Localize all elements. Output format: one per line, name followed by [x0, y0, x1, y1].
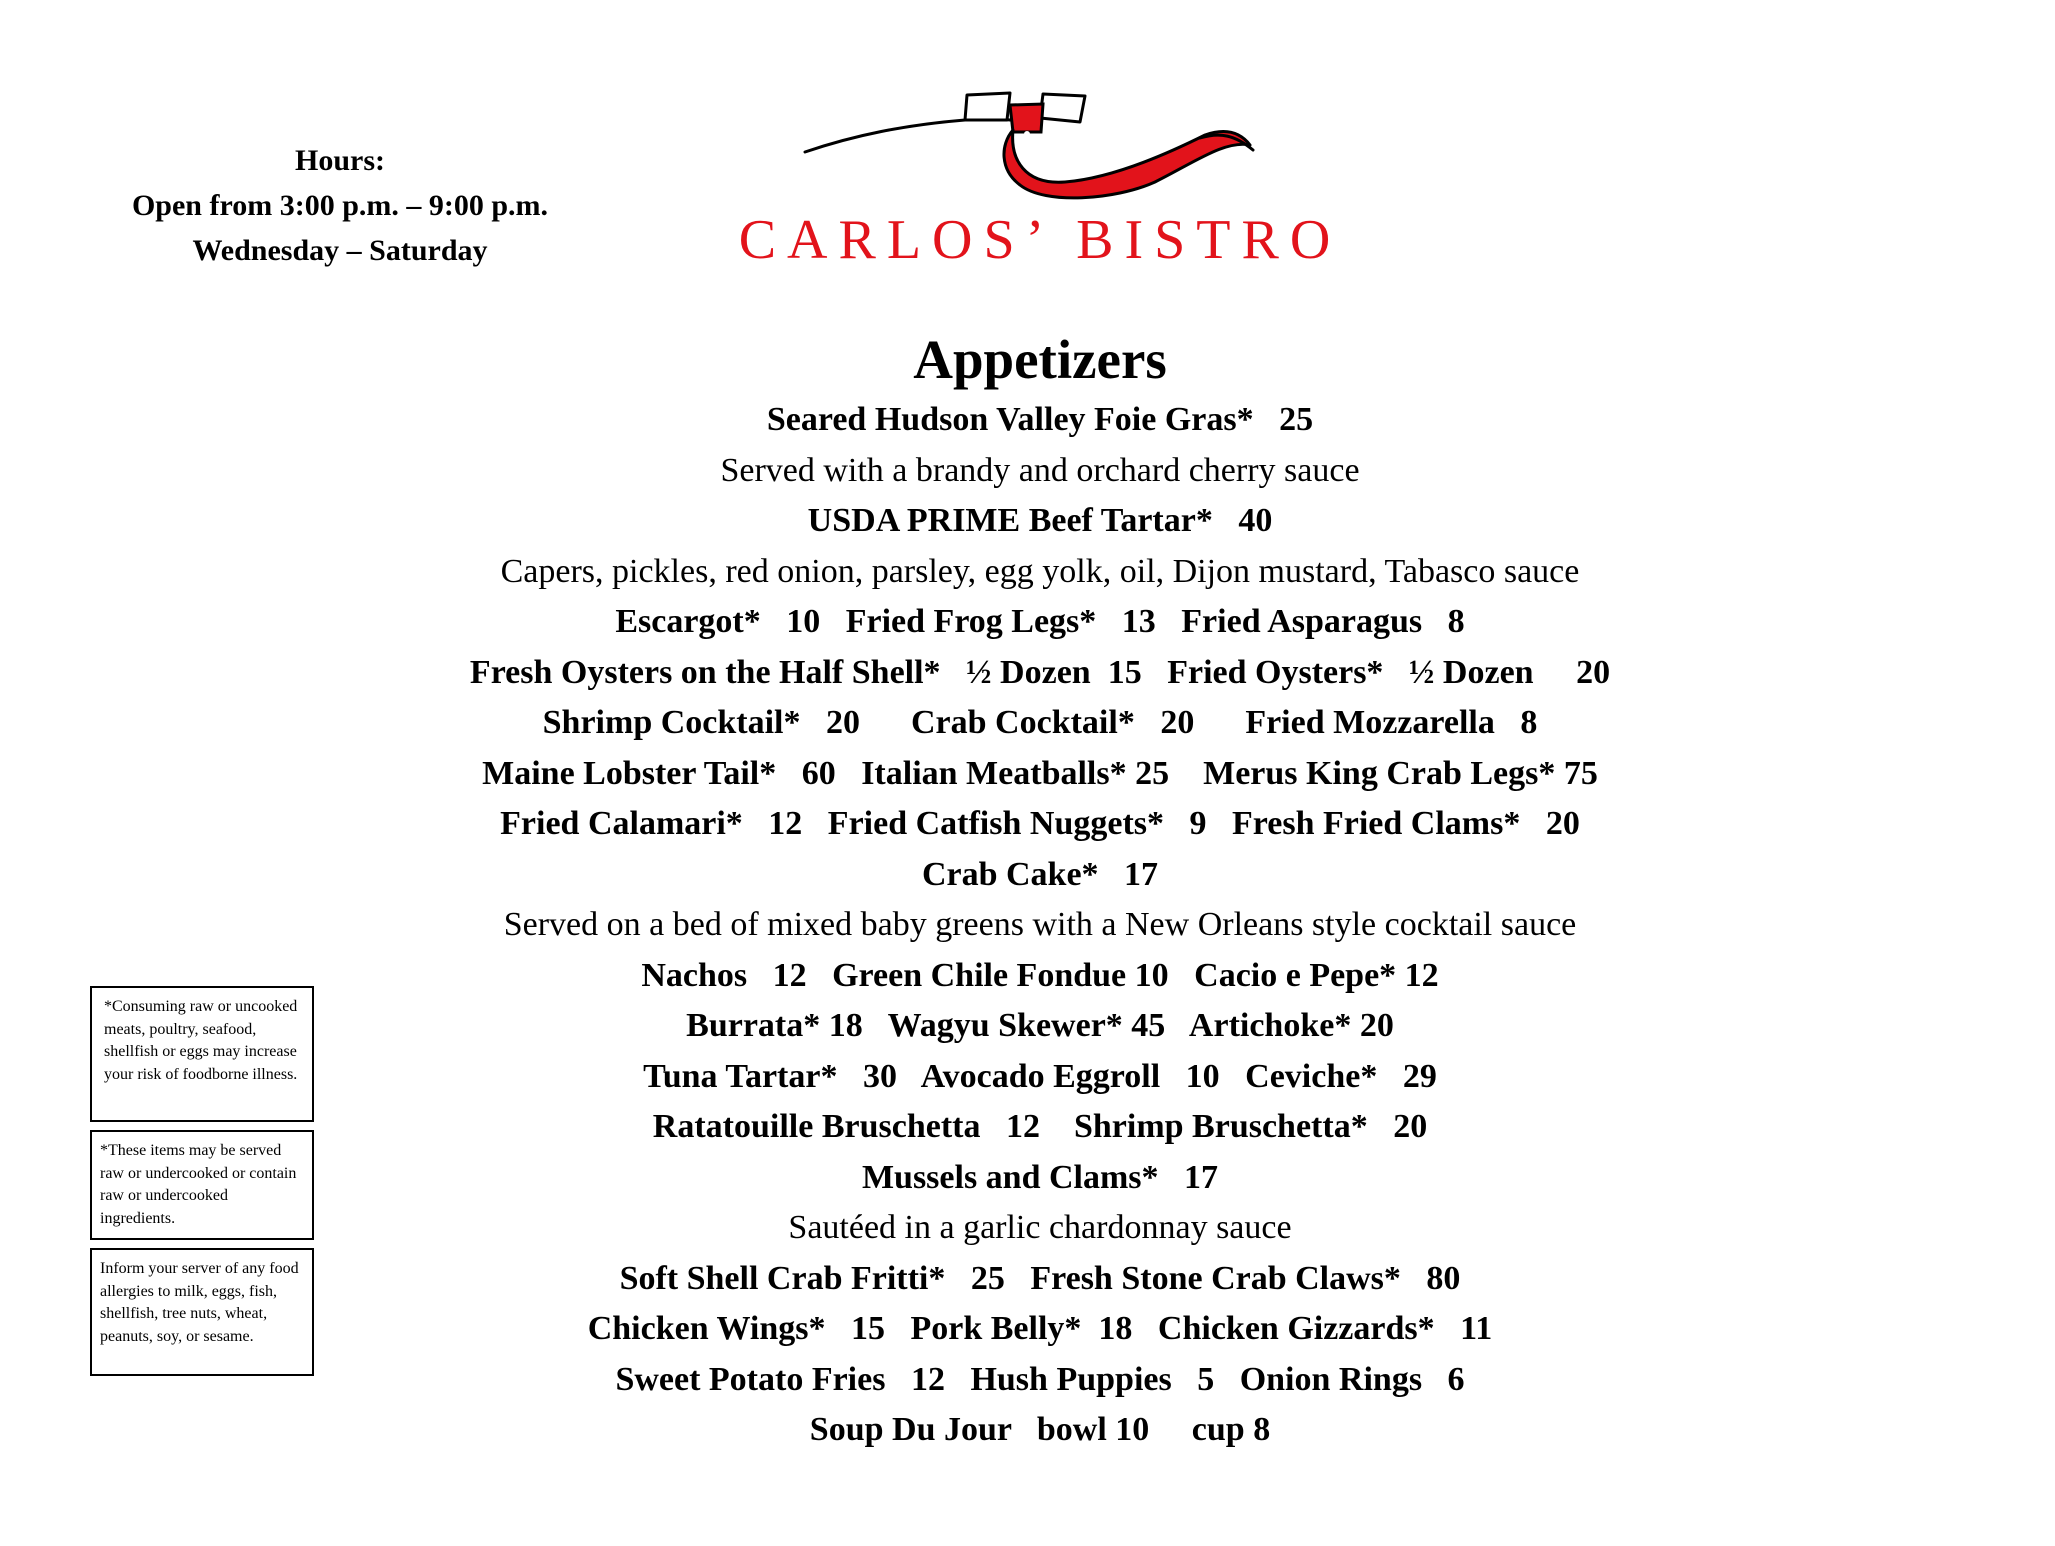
raw-food-warning-note: *Consuming raw or uncooked meats, poultry, seafood, shellfish or eggs may increase your risk of foodborne illness.	[90, 986, 314, 1122]
menu-item-line: Maine Lobster Tail* 60 Italian Meatballs* 25 Merus King Crab Legs* 75	[482, 754, 1598, 792]
menu-item-line: Tuna Tartar* 30 Avocado Eggroll 10 Ceviche* 29	[643, 1057, 1437, 1095]
hours-days: Wednesday – Saturday	[192, 234, 488, 267]
section-title: Appetizers	[913, 329, 1167, 390]
menu-item-line: Chicken Wings* 15 Pork Belly* 18 Chicken Gizzards* 11	[587, 1310, 1493, 1347]
menu-description: Sautéed in a garlic chardonnay sauce	[788, 1209, 1292, 1246]
menu-item-line: Seared Hudson Valley Foie Gras* 25	[766, 401, 1314, 438]
hours-time: Open from 3:00 p.m. – 9:00 p.m.	[131, 189, 549, 222]
menu-item-line: USDA PRIME Beef Tartar* 40	[807, 502, 1273, 539]
menu-item-line: Fresh Oysters on the Half Shell* ½ Dozen 15 Fried Oysters* ½ Dozen 20	[469, 653, 1611, 691]
menu-item-line: Sweet Potato Fries 12 Hush Puppies 5 Onion Rings 6	[615, 1360, 1465, 1398]
hours-block	[80, 138, 600, 273]
notes-column	[90, 986, 314, 1384]
menu-item-line: Shrimp Cocktail* 20 Crab Cocktail* 20 Fried Mozzarella 8	[542, 704, 1538, 741]
menu-item-line: Burrata* 18 Wagyu Skewer* 45 Artichoke* 20	[686, 1007, 1394, 1044]
undercooked-items-note: *These items may be served raw or undercooked or contain raw or undercooked ingredients.	[90, 1130, 314, 1240]
menu-item-line: Soft Shell Crab Fritti* 25 Fresh Stone Crab Claws* 80	[619, 1259, 1461, 1297]
menu-item-line: Ratatouille Bruschetta 12 Shrimp Bruschetta* 20	[652, 1108, 1428, 1145]
menu-item-line: Soup Du Jour bowl 10 cup 8	[809, 1411, 1271, 1448]
menu-item-line: Mussels and Clams* 17	[861, 1158, 1219, 1196]
menu-item-line: Fried Calamari* 12 Fried Catfish Nuggets* 9 Fresh Fried Clams* 20	[500, 805, 1580, 842]
menu-item-line: Crab Cake* 17	[921, 855, 1159, 893]
menu-description: Capers, pickles, red onion, parsley, egg yolk, oil, Dijon mustard, Tabasco sauce	[500, 552, 1580, 590]
menu-description: Served with a brandy and orchard cherry sauce	[720, 451, 1360, 489]
hours-heading: Hours:	[295, 144, 385, 177]
restaurant-name: CARLOS’ BISTRO	[738, 209, 1342, 271]
menu-description: Served on a bed of mixed baby greens with a New Orleans style cocktail sauce	[503, 906, 1577, 943]
chef-hat-mustache-logo-icon	[795, 90, 1255, 200]
allergy-note: Inform your server of any food allergies to milk, eggs, fish, shellfish, tree nuts, wheat, peanuts, soy, or sesame.	[90, 1248, 314, 1376]
menu-section	[250, 325, 1830, 1456]
menu-item-line: Escargot* 10 Fried Frog Legs* 13 Fried Asparagus 8	[615, 603, 1465, 640]
menu-lines	[250, 395, 1830, 1456]
menu-item-line: Nachos 12 Green Chile Fondue 10 Cacio e Pepe* 12	[641, 956, 1439, 994]
